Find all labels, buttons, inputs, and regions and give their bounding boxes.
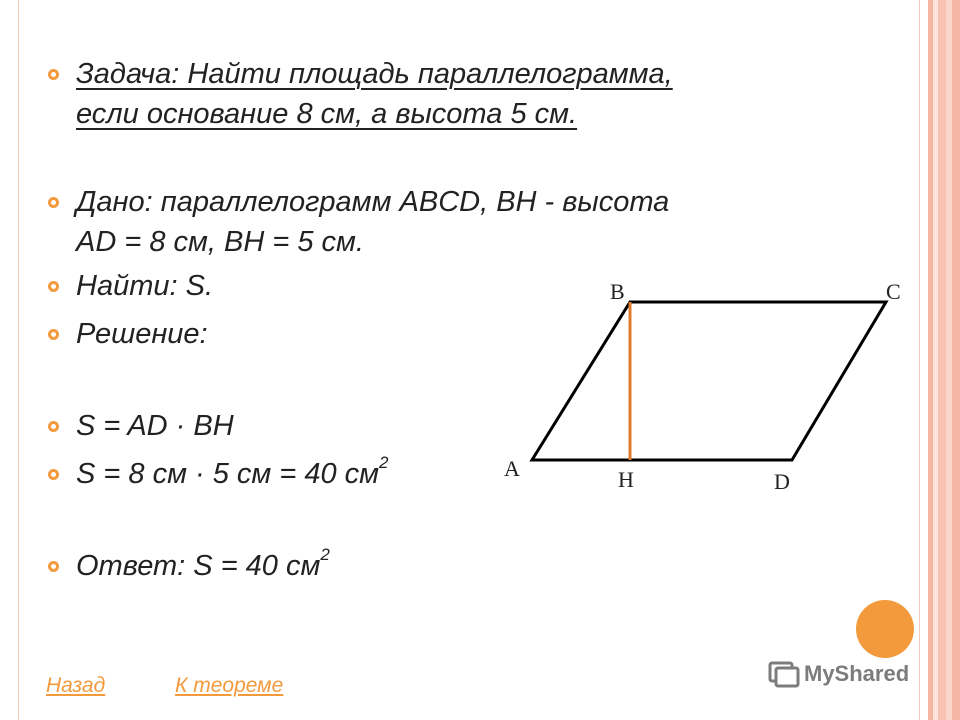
given-line-1: Дано: параллелограмм ABCD, BH - высота xyxy=(76,186,670,218)
bullet-icon xyxy=(48,281,59,292)
bullet-icon xyxy=(48,561,59,572)
back-link[interactable]: Назад xyxy=(46,674,106,697)
bullet-icon xyxy=(48,69,59,80)
parallelogram-figure xyxy=(500,270,910,500)
point-label-h: H xyxy=(618,467,634,492)
given-line-2: AD = 8 см, BH = 5 см. xyxy=(76,226,364,258)
formula-text: S = AD · BH xyxy=(76,410,234,442)
watermark-text: MyShared xyxy=(804,661,910,686)
vertex-label-d: D xyxy=(774,469,790,494)
calculation-text: S = 8 см · 5 см = 40 $см^2$ xyxy=(76,453,389,490)
find-text: Найти: S. xyxy=(76,270,213,302)
to-theorem-link[interactable]: К теореме xyxy=(175,674,284,697)
calculation-exponent: 2 xyxy=(379,453,389,473)
solution-label: Решение: xyxy=(76,318,208,350)
parallelogram-abcd xyxy=(532,302,886,460)
vertex-label-b: B xyxy=(610,279,625,304)
task-line-2: если основание 8 см, а высота 5 см. xyxy=(76,98,578,130)
watermark xyxy=(768,658,909,690)
vertex-label-a: A xyxy=(504,456,520,481)
orange-circle-decoration xyxy=(856,600,914,658)
bullet-icon xyxy=(48,469,59,480)
answer-exponent: 2 xyxy=(320,545,330,565)
bullet-icon xyxy=(48,329,59,340)
bullet-icon xyxy=(48,197,59,208)
bullet-icon xyxy=(48,421,59,432)
vertex-label-c: C xyxy=(886,279,901,304)
task-line-1: Задача: Найти площадь параллелограмма, xyxy=(76,58,673,90)
decorative-stripes xyxy=(924,0,960,720)
answer-text: Ответ: S = 40 $см^2$ xyxy=(76,545,330,582)
myshared-logo-icon xyxy=(768,659,800,689)
